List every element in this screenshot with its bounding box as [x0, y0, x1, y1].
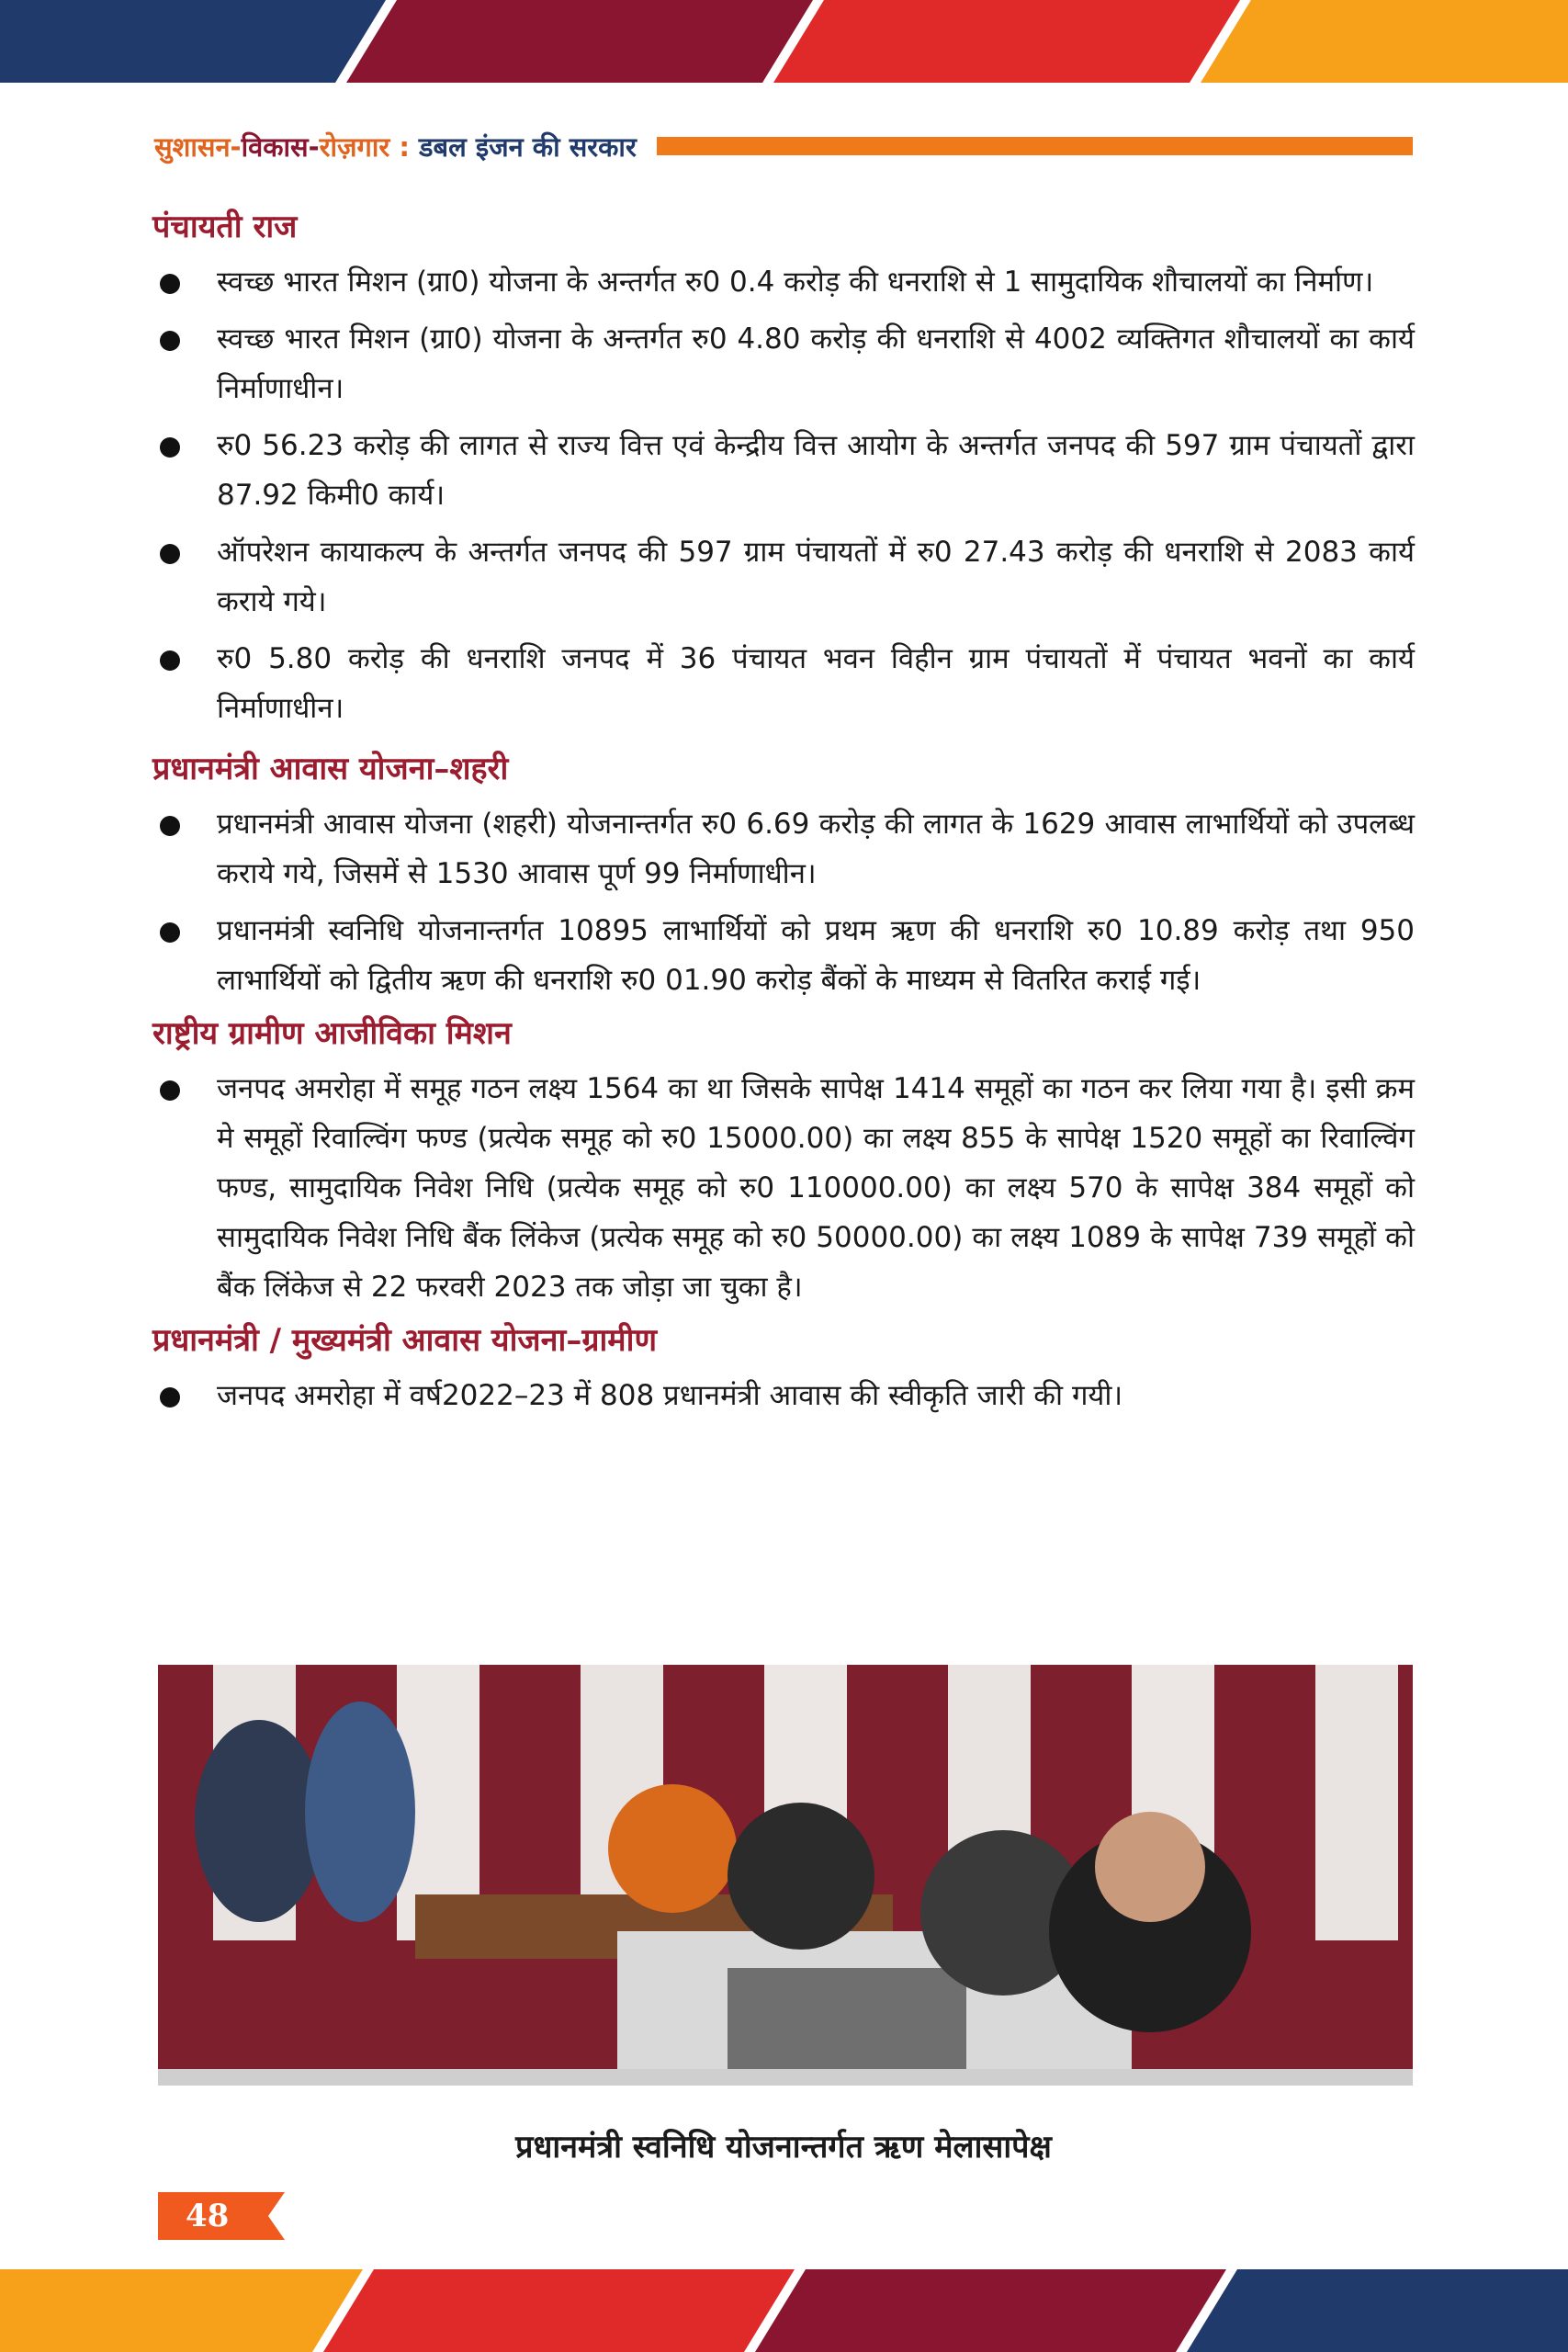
list-item-text: रु0 5.80 करोड़ की धनराशि जनपद में 36 पंचायत भवन विहीन ग्राम पंचायतों में पंचायत भवनों का कार्य निर्माणाधीन। [217, 642, 1415, 725]
bullet-dot-icon [160, 274, 180, 294]
header-title-part-3: रोज़गार : [319, 130, 420, 163]
list-item-text: जनपद अमरोहा में वर्ष2022–23 में 808 प्रधानमंत्री आवास की स्वीकृति जारी की गयी। [217, 1379, 1123, 1412]
list-item [152, 257, 1415, 307]
list-item [152, 634, 1415, 733]
band-stripe-maroon [346, 0, 813, 83]
list-item [152, 314, 1415, 413]
list-item-text: प्रधानमंत्री आवास योजना (शहरी) योजनान्तर्गत रु0 6.69 करोड़ की लागत के 1629 आवास लाभार्थियों को उपलब्ध कराये गये, जिसमें से 1530 आवास पूर्ण 99 निर्माणाधीन। [217, 808, 1415, 890]
bullet-dot-icon [160, 650, 180, 671]
header-title-part-2: विकास- [241, 130, 320, 163]
bullet-dot-icon [160, 331, 180, 351]
band-stripe-navy [0, 0, 386, 83]
bullet-dot-icon [160, 1080, 180, 1101]
header-rule [657, 137, 1413, 155]
list-item-text: स्वच्छ भारत मिशन (ग्रा0) योजना के अन्तर्गत रु0 4.80 करोड़ की धनराशि से 4002 व्यक्तिगत शौचालयों का कार्य निर्माणाधीन। [217, 322, 1415, 405]
running-header-title [154, 129, 637, 164]
header-title-part-1: सुशासन- [154, 130, 242, 163]
list-item-text: रु0 56.23 करोड़ की लागत से राज्य वित्त एवं केन्द्रीय वित्त आयोग के अन्तर्गत जनपद की 597 ग्राम पंचायतों द्वारा 87.92 किमी0 कार्य। [217, 429, 1415, 512]
section-list-pmay-rural [152, 1371, 1415, 1420]
bullet-dot-icon [160, 1387, 180, 1408]
section-heading-pmay-urban: प्रधानमंत्री आवास योजना–शहरी [152, 751, 509, 787]
band-stripe-red [773, 0, 1240, 83]
list-item [152, 527, 1415, 627]
main-content [152, 204, 1415, 1426]
bottom-decorative-band [0, 2269, 1568, 2352]
event-photo [158, 1665, 1413, 2086]
bullet-dot-icon [160, 816, 180, 836]
list-item [152, 1371, 1415, 1420]
list-item-text: ऑपरेशन कायाकल्प के अन्तर्गत जनपद की 597 ग्राम पंचायतों में रु0 27.43 करोड़ की धनराशि से 2083 कार्य कराये गये। [217, 536, 1415, 618]
list-item-text: प्रधानमंत्री स्वनिधि योजनान्तर्गत 10895 लाभार्थियों को प्रथम ऋण की धनराशि रु0 10.89 करोड़ तथा 950 लाभार्थियों को द्वितीय ऋण की धनराशि रु0 01.90 करोड़ बैंकों के माध्यम से वितरित कराई गई। [217, 914, 1415, 997]
header-title-part-4: डबल इंजन की सरकार [419, 130, 637, 163]
section-heading-panchayati-raj: पंचायती राज [152, 209, 298, 245]
page-number-badge [158, 2192, 285, 2240]
top-decorative-band [0, 0, 1568, 83]
band-stripe-orange [1201, 0, 1568, 83]
bullet-dot-icon [160, 544, 180, 564]
bullet-dot-icon [160, 437, 180, 458]
section-heading-pmay-rural: प्रधानमंत्री / मुख्यमंत्री आवास योजना–ग्रामीण [152, 1322, 658, 1359]
band-stripe-red [323, 2269, 795, 2352]
section-list-panchayati-raj [152, 257, 1415, 733]
list-item [152, 906, 1415, 1005]
band-stripe-maroon [755, 2269, 1226, 2352]
list-item [152, 799, 1415, 899]
list-item-text: स्वच्छ भारत मिशन (ग्रा0) योजना के अन्तर्गत रु0 0.4 करोड़ की धनराशि से 1 सामुदायिक शौचालयों का निर्माण। [217, 266, 1374, 299]
list-item [152, 1064, 1415, 1312]
band-stripe-navy [1187, 2269, 1568, 2352]
photo-caption: प्रधानमंत्री स्वनिधि योजनान्तर्गत ऋण मेलासापेक्ष [515, 2129, 1052, 2165]
section-list-nrlm [152, 1064, 1415, 1312]
section-heading-nrlm: राष्ट्रीय ग्रामीण आजीविका मिशन [152, 1015, 512, 1052]
section-list-pmay-urban [152, 799, 1415, 1005]
list-item [152, 421, 1415, 520]
page-number: 48 [186, 2198, 230, 2234]
bullet-dot-icon [160, 922, 180, 943]
running-header [154, 127, 1413, 165]
list-item-text: जनपद अमरोहा में समूह गठन लक्ष्य 1564 का था जिसके सापेक्ष 1414 समूहों का गठन कर लिया गया है। इसी क्रम मे समूहों रिवाल्विंग फण्ड (प्रत्येक समूह को रु0 15000.00) का लक्ष्य 855 के सापेक्ष 1520 समूहों का रिवाल्विंग फण्ड, सामुदायिक निवेश निधि (प्रत्येक समूह को रु0 110000.00) का लक्ष्य 570 के सापेक्ष 384 समूहों को सामुदायिक निवेश निधि बैंक लिंकेज (प्रत्येक समूह को रु0 50000.00) का लक्ष्य 1089 के सापेक्ष 739 समूहों को बैंक लिंकेज से 22 फरवरी 2023 तक जोड़ा जा चुका है। [217, 1072, 1415, 1304]
band-stripe-orange [0, 2269, 363, 2352]
